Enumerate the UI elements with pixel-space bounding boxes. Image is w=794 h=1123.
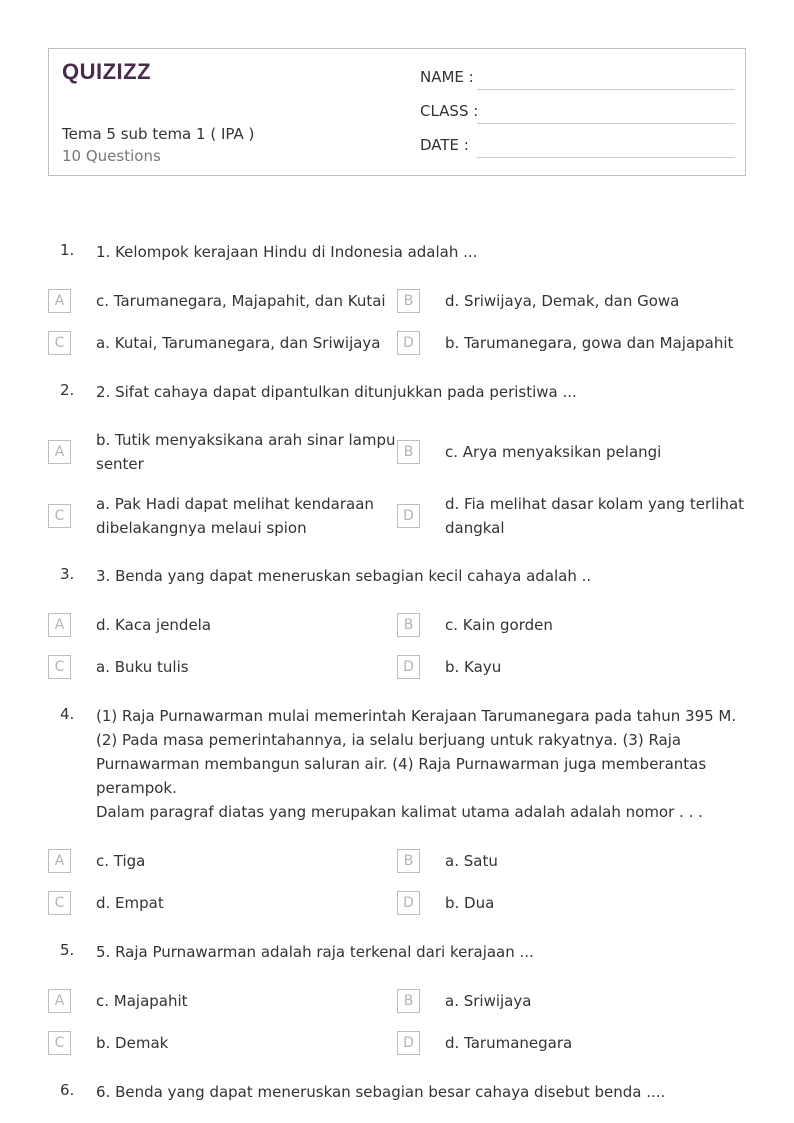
- question-text: 6. Benda yang dapat meneruskan sebagian besar cahaya disebut benda ....: [96, 1083, 666, 1101]
- class-label: CLASS :: [420, 102, 479, 120]
- option-text[interactable]: a. Pak Hadi dapat melihat kendaraan dibelakangnya melaui spion: [96, 495, 374, 537]
- question-text: 1. Kelompok kerajaan Hindu di Indonesia adalah ...: [96, 243, 478, 261]
- date-label: DATE :: [420, 136, 469, 154]
- option-letter[interactable]: D: [397, 1031, 420, 1055]
- option-text[interactable]: a. Sriwijaya: [445, 992, 532, 1010]
- option-letter[interactable]: A: [48, 989, 71, 1013]
- question-number: 5.: [60, 941, 75, 959]
- question-number: 2.: [60, 381, 75, 399]
- option-text[interactable]: d. Empat: [96, 894, 164, 912]
- option-text[interactable]: b. Kayu: [445, 658, 502, 676]
- option-text[interactable]: a. Satu: [445, 852, 498, 870]
- option-text[interactable]: d. Kaca jendela: [96, 616, 212, 634]
- question-text: (1) Raja Purnawarman mulai memerintah Kerajaan Tarumanegara pada tahun 395 M. (2) Pada masa pemerintahannya, ia selalu berjuang untuk rakyatnya. (3) Raja Purnawarman membangun saluran air. (4) Raja Purnawarman juga memberantas perampok.: [96, 707, 737, 797]
- option-letter[interactable]: C: [48, 655, 71, 679]
- question-count: 10 Questions: [62, 147, 161, 165]
- question-number: 6.: [60, 1081, 75, 1099]
- option-letter[interactable]: B: [397, 613, 420, 637]
- option-text[interactable]: c. Tiga: [96, 852, 146, 870]
- option-text[interactable]: d. Fia melihat dasar kolam yang terlihat dangkal: [445, 495, 745, 537]
- option-letter[interactable]: A: [48, 440, 71, 464]
- option-letter[interactable]: C: [48, 504, 71, 528]
- name-line: [477, 89, 735, 90]
- class-line: [477, 123, 735, 124]
- question-number: 1.: [60, 241, 75, 259]
- option-text[interactable]: c. Arya menyaksikan pelangi: [445, 443, 662, 461]
- question-text: 2. Sifat cahaya dapat dipantulkan ditunjukkan pada peristiwa ...: [96, 383, 577, 401]
- option-letter[interactable]: D: [397, 504, 420, 528]
- option-letter[interactable]: B: [397, 849, 420, 873]
- worksheet-header: [48, 48, 746, 176]
- option-text[interactable]: b. Demak: [96, 1034, 169, 1052]
- option-letter[interactable]: A: [48, 613, 71, 637]
- question-text: 3. Benda yang dapat meneruskan sebagian kecil cahaya adalah ..: [96, 567, 592, 585]
- option-text[interactable]: d. Sriwijaya, Demak, dan Gowa: [445, 292, 680, 310]
- worksheet-title: Tema 5 sub tema 1 ( IPA ): [62, 125, 255, 143]
- question-text: 5. Raja Purnawarman adalah raja terkenal dari kerajaan ...: [96, 943, 534, 961]
- question-number: 4.: [60, 705, 75, 723]
- option-letter[interactable]: D: [397, 655, 420, 679]
- option-text[interactable]: d. Tarumanegara: [445, 1034, 573, 1052]
- option-text[interactable]: c. Kain gorden: [445, 616, 553, 634]
- option-letter[interactable]: A: [48, 289, 71, 313]
- quizizz-logo: QUIZIZZ: [62, 59, 152, 84]
- option-letter[interactable]: B: [397, 289, 420, 313]
- option-text[interactable]: b. Tutik menyaksikana arah sinar lampu senter: [96, 431, 396, 473]
- question-number: 3.: [60, 565, 75, 583]
- option-text[interactable]: c. Tarumanegara, Majapahit, dan Kutai: [96, 292, 386, 310]
- date-line: [477, 157, 735, 158]
- option-text[interactable]: a. Buku tulis: [96, 658, 189, 676]
- option-letter[interactable]: A: [48, 849, 71, 873]
- option-letter[interactable]: D: [397, 331, 420, 355]
- option-letter[interactable]: C: [48, 1031, 71, 1055]
- name-label: NAME :: [420, 68, 474, 86]
- option-letter[interactable]: C: [48, 331, 71, 355]
- date-field[interactable]: [420, 136, 735, 158]
- question-text-continued: Dalam paragraf diatas yang merupakan kalimat utama adalah adalah nomor . . .: [96, 803, 703, 821]
- option-letter[interactable]: B: [397, 440, 420, 464]
- option-letter[interactable]: C: [48, 891, 71, 915]
- option-text[interactable]: b. Tarumanegara, gowa dan Majapahit: [445, 334, 734, 352]
- option-text[interactable]: b. Dua: [445, 894, 495, 912]
- option-text[interactable]: a. Kutai, Tarumanegara, dan Sriwijaya: [96, 334, 381, 352]
- class-field[interactable]: [420, 102, 735, 124]
- option-text[interactable]: c. Majapahit: [96, 992, 188, 1010]
- name-field[interactable]: [420, 68, 735, 90]
- option-letter[interactable]: B: [397, 989, 420, 1013]
- option-letter[interactable]: D: [397, 891, 420, 915]
